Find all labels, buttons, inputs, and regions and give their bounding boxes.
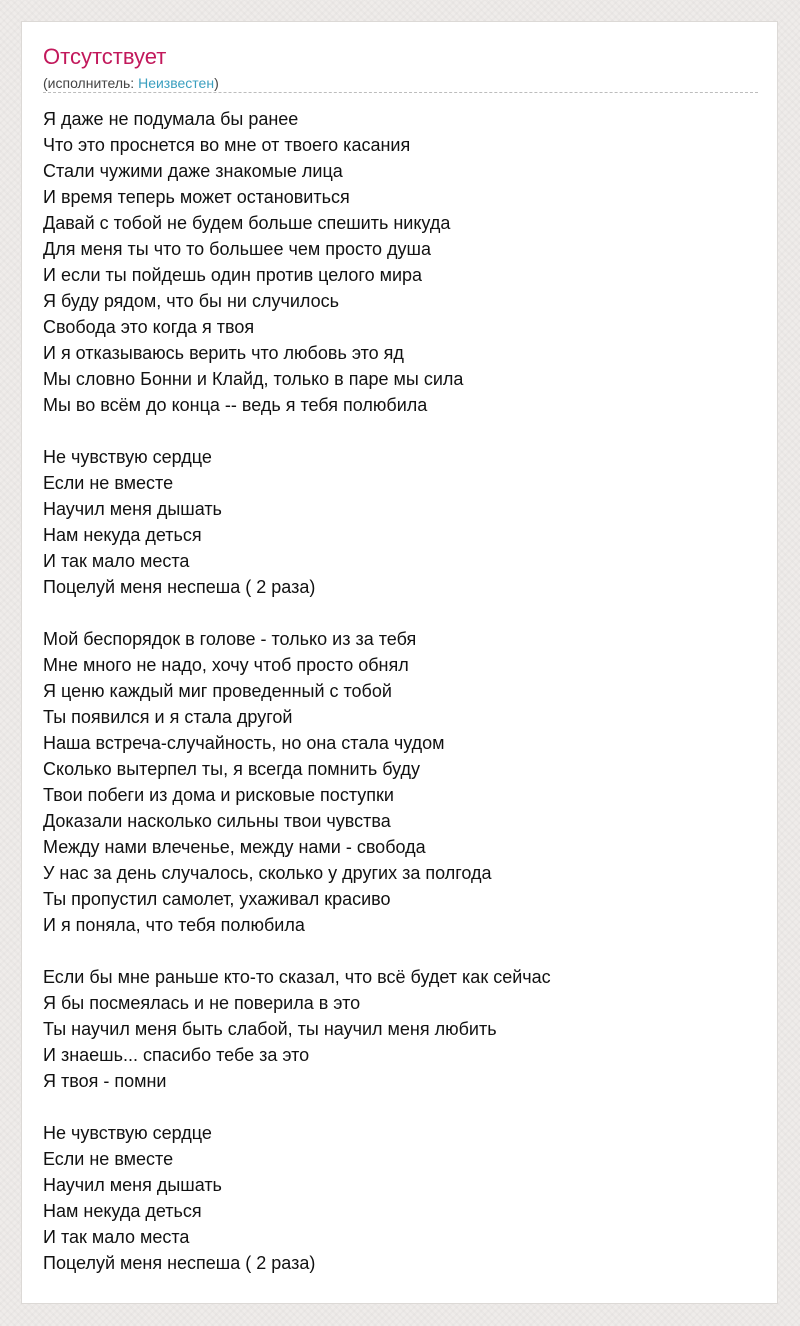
lyrics-line: И так мало места — [43, 551, 190, 571]
lyrics-line: Я бы посмеялась и не поверила в это — [43, 993, 361, 1013]
lyrics-line: Для меня ты что то большее чем просто душа — [43, 239, 431, 259]
song-title: Отсутствует — [43, 44, 167, 69]
lyrics-line: Научил меня дышать — [43, 499, 222, 519]
lyrics-stanza — [43, 964, 758, 1094]
lyrics-line: Нам некуда деться — [43, 525, 202, 545]
lyrics-line: И если ты пойдешь один против целого мира — [43, 265, 423, 285]
lyrics-line: Научил меня дышать — [43, 1175, 222, 1195]
lyrics-line: Если не вместе — [43, 473, 174, 493]
lyrics-body — [43, 106, 758, 1302]
lyrics-line: Если бы мне раньше кто-то сказал, что всё будет как сейчас — [43, 967, 551, 987]
artist-line — [43, 74, 219, 92]
lyrics-line: Я твоя - помни — [43, 1071, 167, 1091]
lyrics-line: Сколько вытерпел ты, я всегда помнить буду — [43, 759, 421, 779]
artist-link[interactable]: Неизвестен — [138, 75, 215, 91]
lyrics-line: И я отказываюсь верить что любовь это яд — [43, 343, 404, 363]
lyrics-line: Я ценю каждый миг проведенный с тобой — [43, 681, 392, 701]
title-divider — [43, 92, 758, 93]
lyrics-stanza — [43, 1120, 758, 1276]
lyrics-line: И знаешь... спасибо тебе за это — [43, 1045, 310, 1065]
lyrics-line: Я даже не подумала бы ранее — [43, 109, 299, 129]
lyrics-line: Доказали насколько сильны твои чувства — [43, 811, 391, 831]
lyrics-line: Если не вместе — [43, 1149, 174, 1169]
lyrics-line: Ты научил меня быть слабой, ты научил меня любить — [43, 1019, 497, 1039]
lyrics-line: Не чувствую сердце — [43, 1123, 212, 1143]
lyrics-line: Свобода это когда я твоя — [43, 317, 255, 337]
lyrics-line: Между нами влеченье, между нами - свобода — [43, 837, 426, 857]
lyrics-line: У нас за день случалось, сколько у других за полгода — [43, 863, 492, 883]
lyrics-line: Что это проснется во мне от твоего касания — [43, 135, 411, 155]
lyrics-line: Мне много не надо, хочу чтоб просто обнял — [43, 655, 409, 675]
artist-suffix: ) — [214, 75, 219, 91]
lyrics-line: Не чувствую сердце — [43, 447, 212, 467]
lyrics-stanza — [43, 444, 758, 600]
lyrics-line: Я буду рядом, что бы ни случилось — [43, 291, 339, 311]
lyrics-line: И время теперь может остановиться — [43, 187, 350, 207]
lyrics-line: И я поняла, что тебя полюбила — [43, 915, 305, 935]
lyrics-card — [21, 21, 778, 1304]
lyrics-line: Наша встреча-случайность, но она стала чудом — [43, 733, 445, 753]
lyrics-line: Ты появился и я стала другой — [43, 707, 293, 727]
artist-prefix: (исполнитель: — [43, 75, 139, 91]
lyrics-line: Поцелуй меня неспеша ( 2 раза) — [43, 577, 316, 597]
lyrics-line: Поцелуй меня неспеша ( 2 раза) — [43, 1253, 316, 1273]
lyrics-line: Мой беспорядок в голове - только из за тебя — [43, 629, 417, 649]
lyrics-line: И так мало места — [43, 1227, 190, 1247]
lyrics-line: Давай с тобой не будем больше спешить никуда — [43, 213, 451, 233]
lyrics-line: Твои побеги из дома и рисковые поступки — [43, 785, 394, 805]
lyrics-line: Мы во всём до конца -- ведь я тебя полюбила — [43, 395, 428, 415]
lyrics-line: Нам некуда деться — [43, 1201, 202, 1221]
lyrics-line: Мы словно Бонни и Клайд, только в паре мы сила — [43, 369, 464, 389]
lyrics-line: Ты пропустил самолет, ухаживал красиво — [43, 889, 391, 909]
lyrics-stanza — [43, 106, 758, 418]
lyrics-line: Стали чужими даже знакомые лица — [43, 161, 343, 181]
lyrics-stanza — [43, 626, 758, 938]
